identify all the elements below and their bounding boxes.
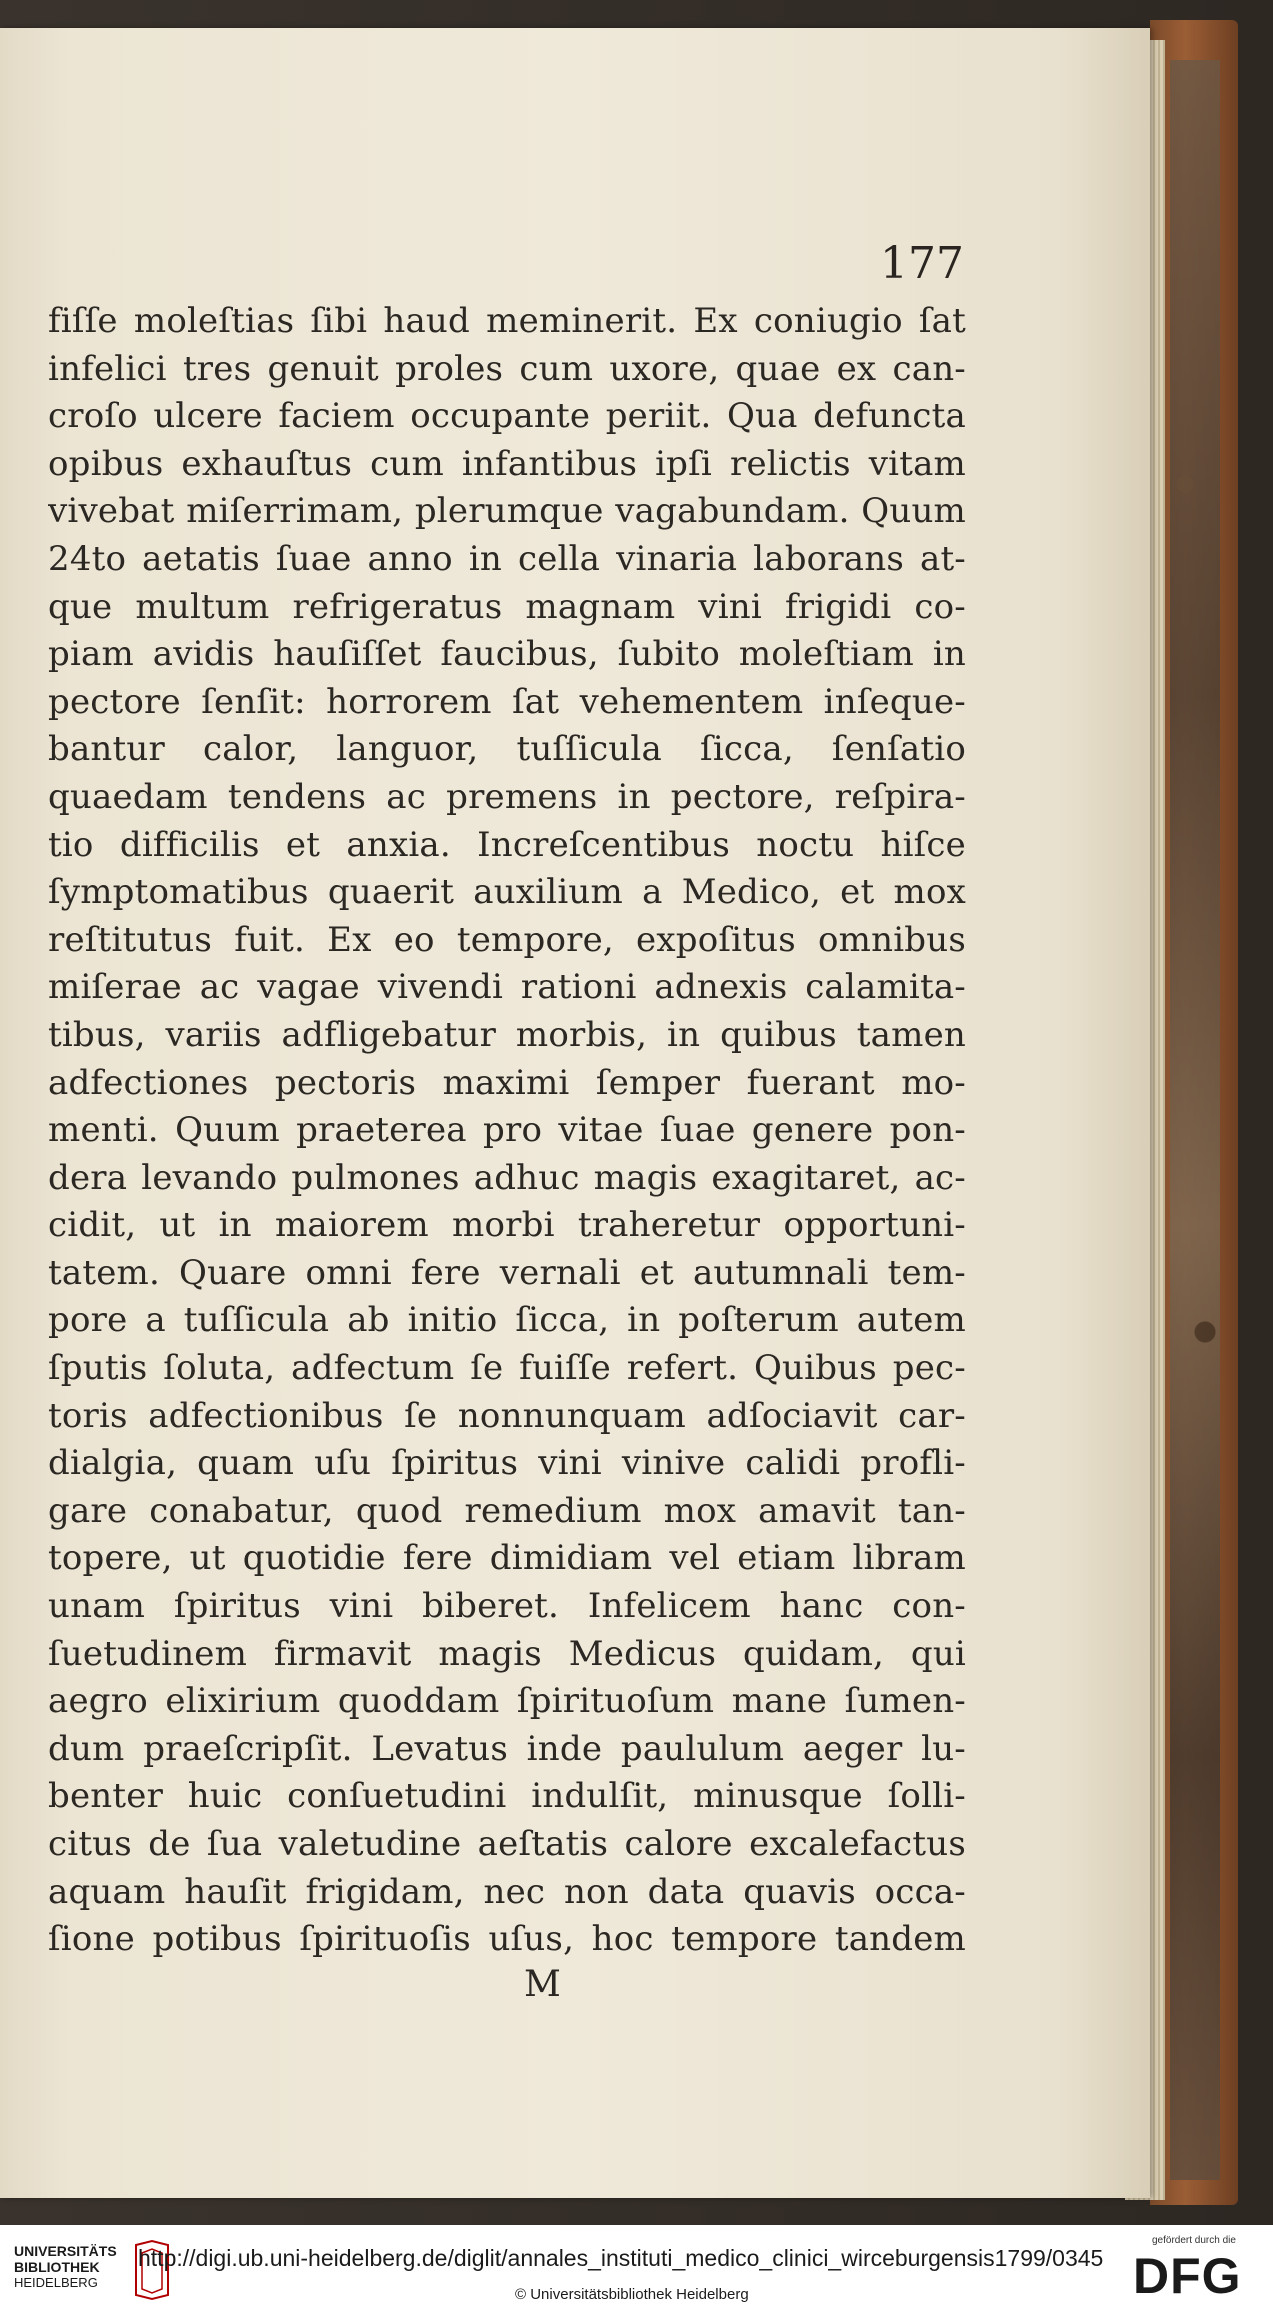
- page-text-block: [48, 298, 966, 1964]
- text-line: infelici tres genuit proles cum uxore, quae ex can-: [48, 348, 966, 389]
- text-line: topere, ut quotidie fere dimidiam vel etiam libram: [48, 1538, 966, 1579]
- permalink-url[interactable]: http://digi.ub.uni-heidelberg.de/diglit/annales_instituti_medico_clinici_wirceburgensis1799/0345: [138, 2245, 1104, 2271]
- text-line: 24to aetatis ſuae anno in cella vinaria laborans at-: [48, 538, 966, 579]
- text-line: bantur calor, languor, tuſſicula ſicca, ſenſatio: [48, 729, 966, 770]
- logo-line-2: BIBLIOTHEK: [14, 2259, 100, 2275]
- text-line: tio difficilis et anxia. Increſcentibus noctu hiſce: [48, 824, 966, 865]
- text-line: quaedam tendens ac premens in pectore, reſpira-: [48, 776, 966, 817]
- text-line: ſymptomatibus quaerit auxilium a Medico, et mox: [48, 872, 966, 913]
- page-number: 177: [880, 238, 964, 289]
- text-line: tibus, variis adfligebatur morbis, in quibus tamen: [48, 1014, 966, 1055]
- text-line: miſerae ac vagae vivendi rationi adnexis calamita-: [48, 967, 966, 1008]
- text-line: vivebat miſerrimam, plerumque vagabundam. Quum: [48, 491, 966, 532]
- text-line: toris adfectionibus ſe nonnunquam adſociavit car-: [48, 1395, 966, 1436]
- book-page: [0, 28, 1150, 2198]
- text-line: opibus exhauſtus cum infantibus ipſi relictis vitam: [48, 443, 966, 484]
- text-line: dialgia, quam uſu ſpiritus vini vinive calidi profli-: [48, 1443, 966, 1484]
- text-line: adfectiones pectoris maximi ſemper fuerant mo-: [48, 1062, 966, 1103]
- text-line: piam avidis hauſiſſet faucibus, ſubito moleſtiam in: [48, 634, 966, 675]
- text-line: aegro elixirium quoddam ſpirituoſum mane ſumen-: [48, 1681, 966, 1722]
- text-line: cidit, ut in maiorem morbi traheretur opportuni-: [48, 1205, 966, 1246]
- text-line: dum praeſcripſit. Levatus inde paululum aeger lu-: [48, 1728, 966, 1769]
- marbled-endpaper: [1170, 60, 1220, 2180]
- dfg-logo: DFG: [1133, 2248, 1242, 2304]
- text-line: ſione potibus ſpirituoſis uſus, hoc tempore tandem: [48, 1919, 966, 1960]
- dfg-funding-note: gefördert durch die: [1152, 2235, 1236, 2246]
- text-line: unam ſpiritus vini biberet. Infelicem hanc con-: [48, 1586, 966, 1627]
- text-line: reſtitutus fuit. Ex eo tempore, expoſitus omnibus: [48, 919, 966, 960]
- logo-line-1: UNIVERSITÄTS: [14, 2243, 117, 2259]
- text-line: aquam hauſit frigidam, nec non data quavis occa-: [48, 1871, 966, 1912]
- copyright-notice: © Universitätsbibliothek Heidelberg: [515, 2286, 749, 2303]
- text-line: tatem. Quare omni fere vernali et autumnali tem-: [48, 1252, 966, 1293]
- text-line: croſo ulcere faciem occupante periit. Qua defuncta: [48, 396, 966, 437]
- text-line: citus de ſua valetudine aeſtatis calore excalefactus: [48, 1824, 966, 1864]
- text-line: pectore ſenſit: horrorem ſat vehementem inſeque-: [48, 681, 966, 722]
- logo-line-3: HEIDELBERG: [14, 2275, 98, 2290]
- text-line: fiſſe moleſtias ſibi haud meminerit. Ex coniugio ſat: [48, 301, 966, 341]
- text-line: dera levando pulmones adhuc magis exagitaret, ac-: [48, 1157, 966, 1198]
- text-line: menti. Quum praeterea pro vitae ſuae genere pon-: [48, 1110, 966, 1151]
- text-line: benter huic conſuetudini indulſit, minusque ſolli-: [48, 1776, 966, 1817]
- signature-mark: M: [524, 1964, 561, 2005]
- university-library-logo: [14, 2243, 117, 2291]
- text-line: ſputis ſoluta, adfectum ſe fuiſſe refert. Quibus pec-: [48, 1348, 966, 1389]
- text-line: pore a tuſſicula ab initio ſicca, in poſterum autem: [48, 1300, 966, 1341]
- text-line: ſuetudinem firmavit magis Medicus quidam, qui: [48, 1633, 966, 1674]
- footer-bar: [0, 2225, 1273, 2316]
- text-line: gare conabatur, quod remedium mox amavit tan-: [48, 1490, 966, 1531]
- text-line: que multum refrigeratus magnam vini frigidi co-: [48, 586, 966, 627]
